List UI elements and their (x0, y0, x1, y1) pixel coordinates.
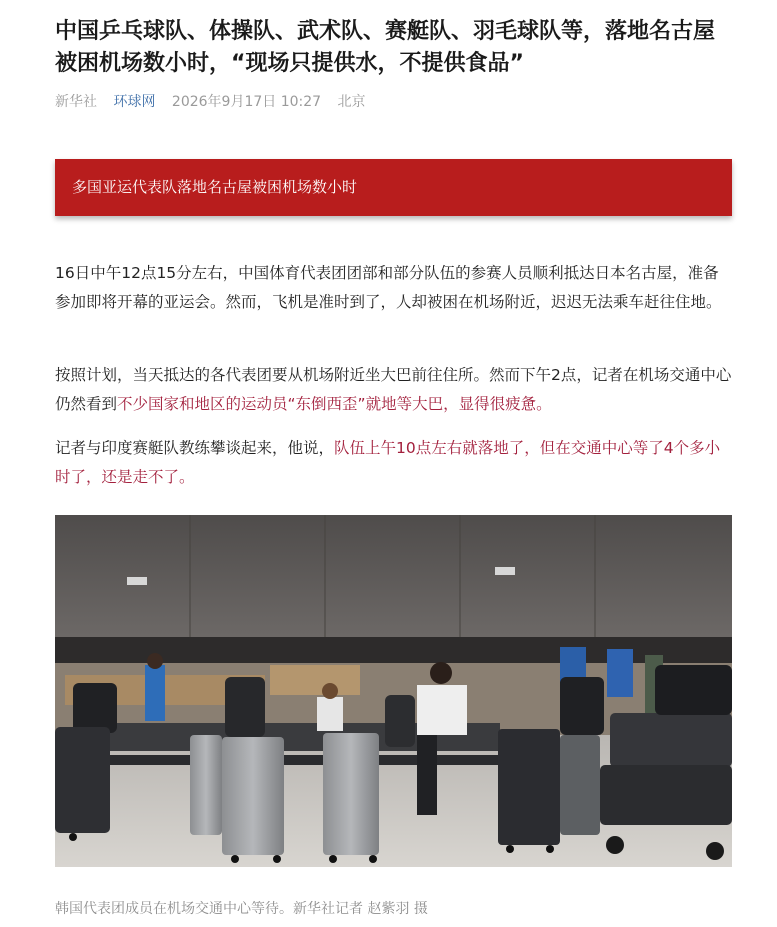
meta-source: 新华社 (55, 94, 97, 110)
paragraph-2 (55, 361, 732, 419)
paragraph-text: 按照计划，当天抵达的各代表团要从机场附近坐大巴前往住所。然而下午2点，记者在机场交通中心仍然看到 (55, 366, 732, 413)
highlight-banner: 多国亚运代表队落地名古屋被困机场数小时 (55, 159, 732, 216)
article-photo[interactable] (55, 515, 732, 867)
photo-caption: 韩国代表团成员在机场交通中心等待。新华社记者 赵紫羽 摄 (55, 901, 428, 917)
meta-datetime: 2026年9月17日 10:27 (171, 94, 322, 110)
meta-location: 北京 (337, 94, 366, 110)
paragraph-text: 记者与印度赛艇队教练攀谈起来，他说， (55, 439, 335, 457)
meta-channel-link[interactable]: 环球网 (113, 94, 156, 110)
highlighted-text: 不少国家和地区的运动员“东倒西歪”就地等大巴，显得很疲惫。 (117, 395, 552, 413)
article-title: 中国乒乓球队、体操队、武术队、赛艇队、羽毛球队等，落地名古屋被困机场数小时，“现场只提供水，不提供食品” (55, 19, 716, 76)
paragraph-1 (55, 259, 732, 317)
highlighted-text: 队伍上午10点左右就落地了，但在交通中心等了4个多小时了，还是走不了。 (55, 439, 721, 486)
paragraph-3 (55, 434, 732, 492)
airport-waiting-scene (55, 515, 732, 867)
article-meta (55, 92, 378, 112)
paragraph-text: 16日中午12点15分左右，中国体育代表团团部和部分队伍的参赛人员顺利抵达日本名古屋，准备参加即将开幕的亚运会。然而，飞机是准时到了，人却被困在机场附近，迟迟无法乘车赶往住地。 (55, 264, 722, 311)
